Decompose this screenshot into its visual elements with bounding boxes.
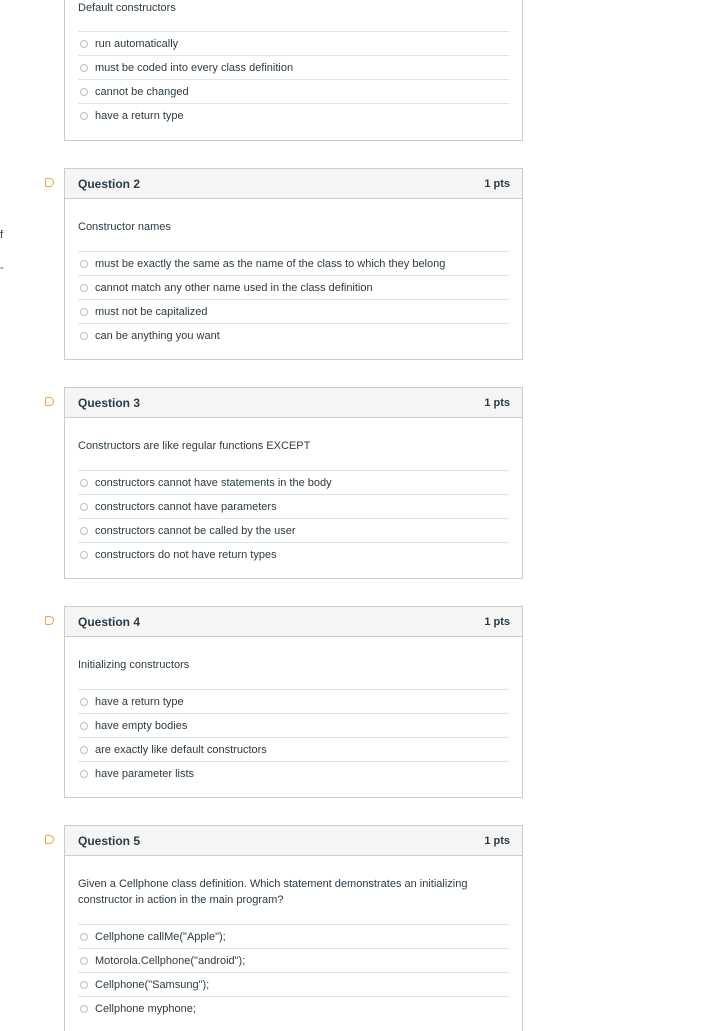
answer-option[interactable]: Cellphone callMe("Apple"); bbox=[78, 924, 509, 948]
radio-button[interactable] bbox=[80, 933, 88, 941]
answer-option[interactable]: constructors cannot have statements in the body bbox=[78, 470, 509, 494]
radio-button[interactable] bbox=[80, 88, 88, 96]
radio-button[interactable] bbox=[80, 503, 88, 511]
radio-button[interactable] bbox=[80, 479, 88, 487]
question-title: Question 4 bbox=[78, 614, 141, 629]
question-4-card bbox=[64, 606, 523, 798]
edge-text-fragment: f bbox=[0, 229, 4, 241]
radio-button[interactable] bbox=[80, 40, 88, 48]
question-3-card bbox=[64, 387, 523, 579]
answer-option[interactable]: constructors cannot be called by the user bbox=[78, 518, 509, 542]
radio-button[interactable] bbox=[80, 722, 88, 730]
radio-button[interactable] bbox=[80, 284, 88, 292]
question-title: Question 5 bbox=[78, 833, 141, 848]
answer-option[interactable]: cannot match any other name used in the class definition bbox=[78, 275, 509, 299]
question-2-text: Constructor names bbox=[78, 221, 171, 233]
question-points: 1 pts bbox=[484, 177, 510, 190]
question-header bbox=[65, 826, 522, 856]
answer-option[interactable]: must be exactly the same as the name of the class to which they belong bbox=[78, 251, 509, 275]
question-points: 1 pts bbox=[484, 615, 510, 628]
question-3-answers bbox=[78, 470, 509, 566]
question-1-card bbox=[64, 0, 523, 141]
question-2-card bbox=[64, 168, 523, 360]
answer-option[interactable]: Cellphone myphone; bbox=[78, 996, 509, 1020]
radio-button[interactable] bbox=[80, 957, 88, 965]
answer-option[interactable]: must be coded into every class definition bbox=[78, 55, 509, 79]
radio-button[interactable] bbox=[80, 64, 88, 72]
answer-option[interactable]: have a return type bbox=[78, 689, 509, 713]
answer-option[interactable]: have empty bodies bbox=[78, 713, 509, 737]
radio-button[interactable] bbox=[80, 551, 88, 559]
radio-button[interactable] bbox=[80, 112, 88, 120]
question-1-answers bbox=[78, 31, 509, 127]
question-5-answers bbox=[78, 924, 509, 1020]
radio-button[interactable] bbox=[80, 527, 88, 535]
question-3-text: Constructors are like regular functions EXCEPT bbox=[78, 440, 311, 452]
question-points: 1 pts bbox=[484, 834, 510, 847]
question-header bbox=[65, 169, 522, 199]
radio-button[interactable] bbox=[80, 260, 88, 268]
answer-option[interactable]: constructors cannot have parameters bbox=[78, 494, 509, 518]
answer-option[interactable]: are exactly like default constructors bbox=[78, 737, 509, 761]
flag-question-icon[interactable] bbox=[45, 178, 54, 187]
question-1-text: Default constructors bbox=[78, 2, 176, 14]
flag-question-icon[interactable] bbox=[45, 397, 54, 406]
answer-option[interactable]: Cellphone("Samsung"); bbox=[78, 972, 509, 996]
answer-option[interactable]: have parameter lists bbox=[78, 761, 509, 785]
answer-option[interactable]: have a return type bbox=[78, 103, 509, 127]
radio-button[interactable] bbox=[80, 1005, 88, 1013]
radio-button[interactable] bbox=[80, 981, 88, 989]
question-5-text: Given a Cellphone class definition. Which statement demonstrates an initializing constructor in action in the main program? bbox=[78, 878, 468, 906]
answer-option[interactable]: cannot be changed bbox=[78, 79, 509, 103]
question-4-text: Initializing constructors bbox=[78, 659, 190, 671]
question-title: Question 2 bbox=[78, 176, 141, 191]
answer-option[interactable]: constructors do not have return types bbox=[78, 542, 509, 566]
answer-option[interactable]: can be anything you want bbox=[78, 323, 509, 347]
question-4-answers bbox=[78, 689, 509, 785]
question-2-answers bbox=[78, 251, 509, 347]
flag-question-icon[interactable] bbox=[45, 616, 54, 625]
question-header bbox=[65, 607, 522, 637]
question-5-card bbox=[64, 825, 523, 1031]
radio-button[interactable] bbox=[80, 698, 88, 706]
answer-option[interactable]: must not be capitalized bbox=[78, 299, 509, 323]
answer-option[interactable]: run automatically bbox=[78, 31, 509, 55]
question-header bbox=[65, 388, 522, 418]
radio-button[interactable] bbox=[80, 308, 88, 316]
question-points: 1 pts bbox=[484, 396, 510, 409]
question-title: Question 3 bbox=[78, 395, 141, 410]
edge-text-fragment: - bbox=[0, 262, 4, 274]
radio-button[interactable] bbox=[80, 770, 88, 778]
flag-question-icon[interactable] bbox=[45, 835, 54, 844]
answer-option[interactable]: Motorola.Cellphone("android"); bbox=[78, 948, 509, 972]
radio-button[interactable] bbox=[80, 746, 88, 754]
radio-button[interactable] bbox=[80, 332, 88, 340]
